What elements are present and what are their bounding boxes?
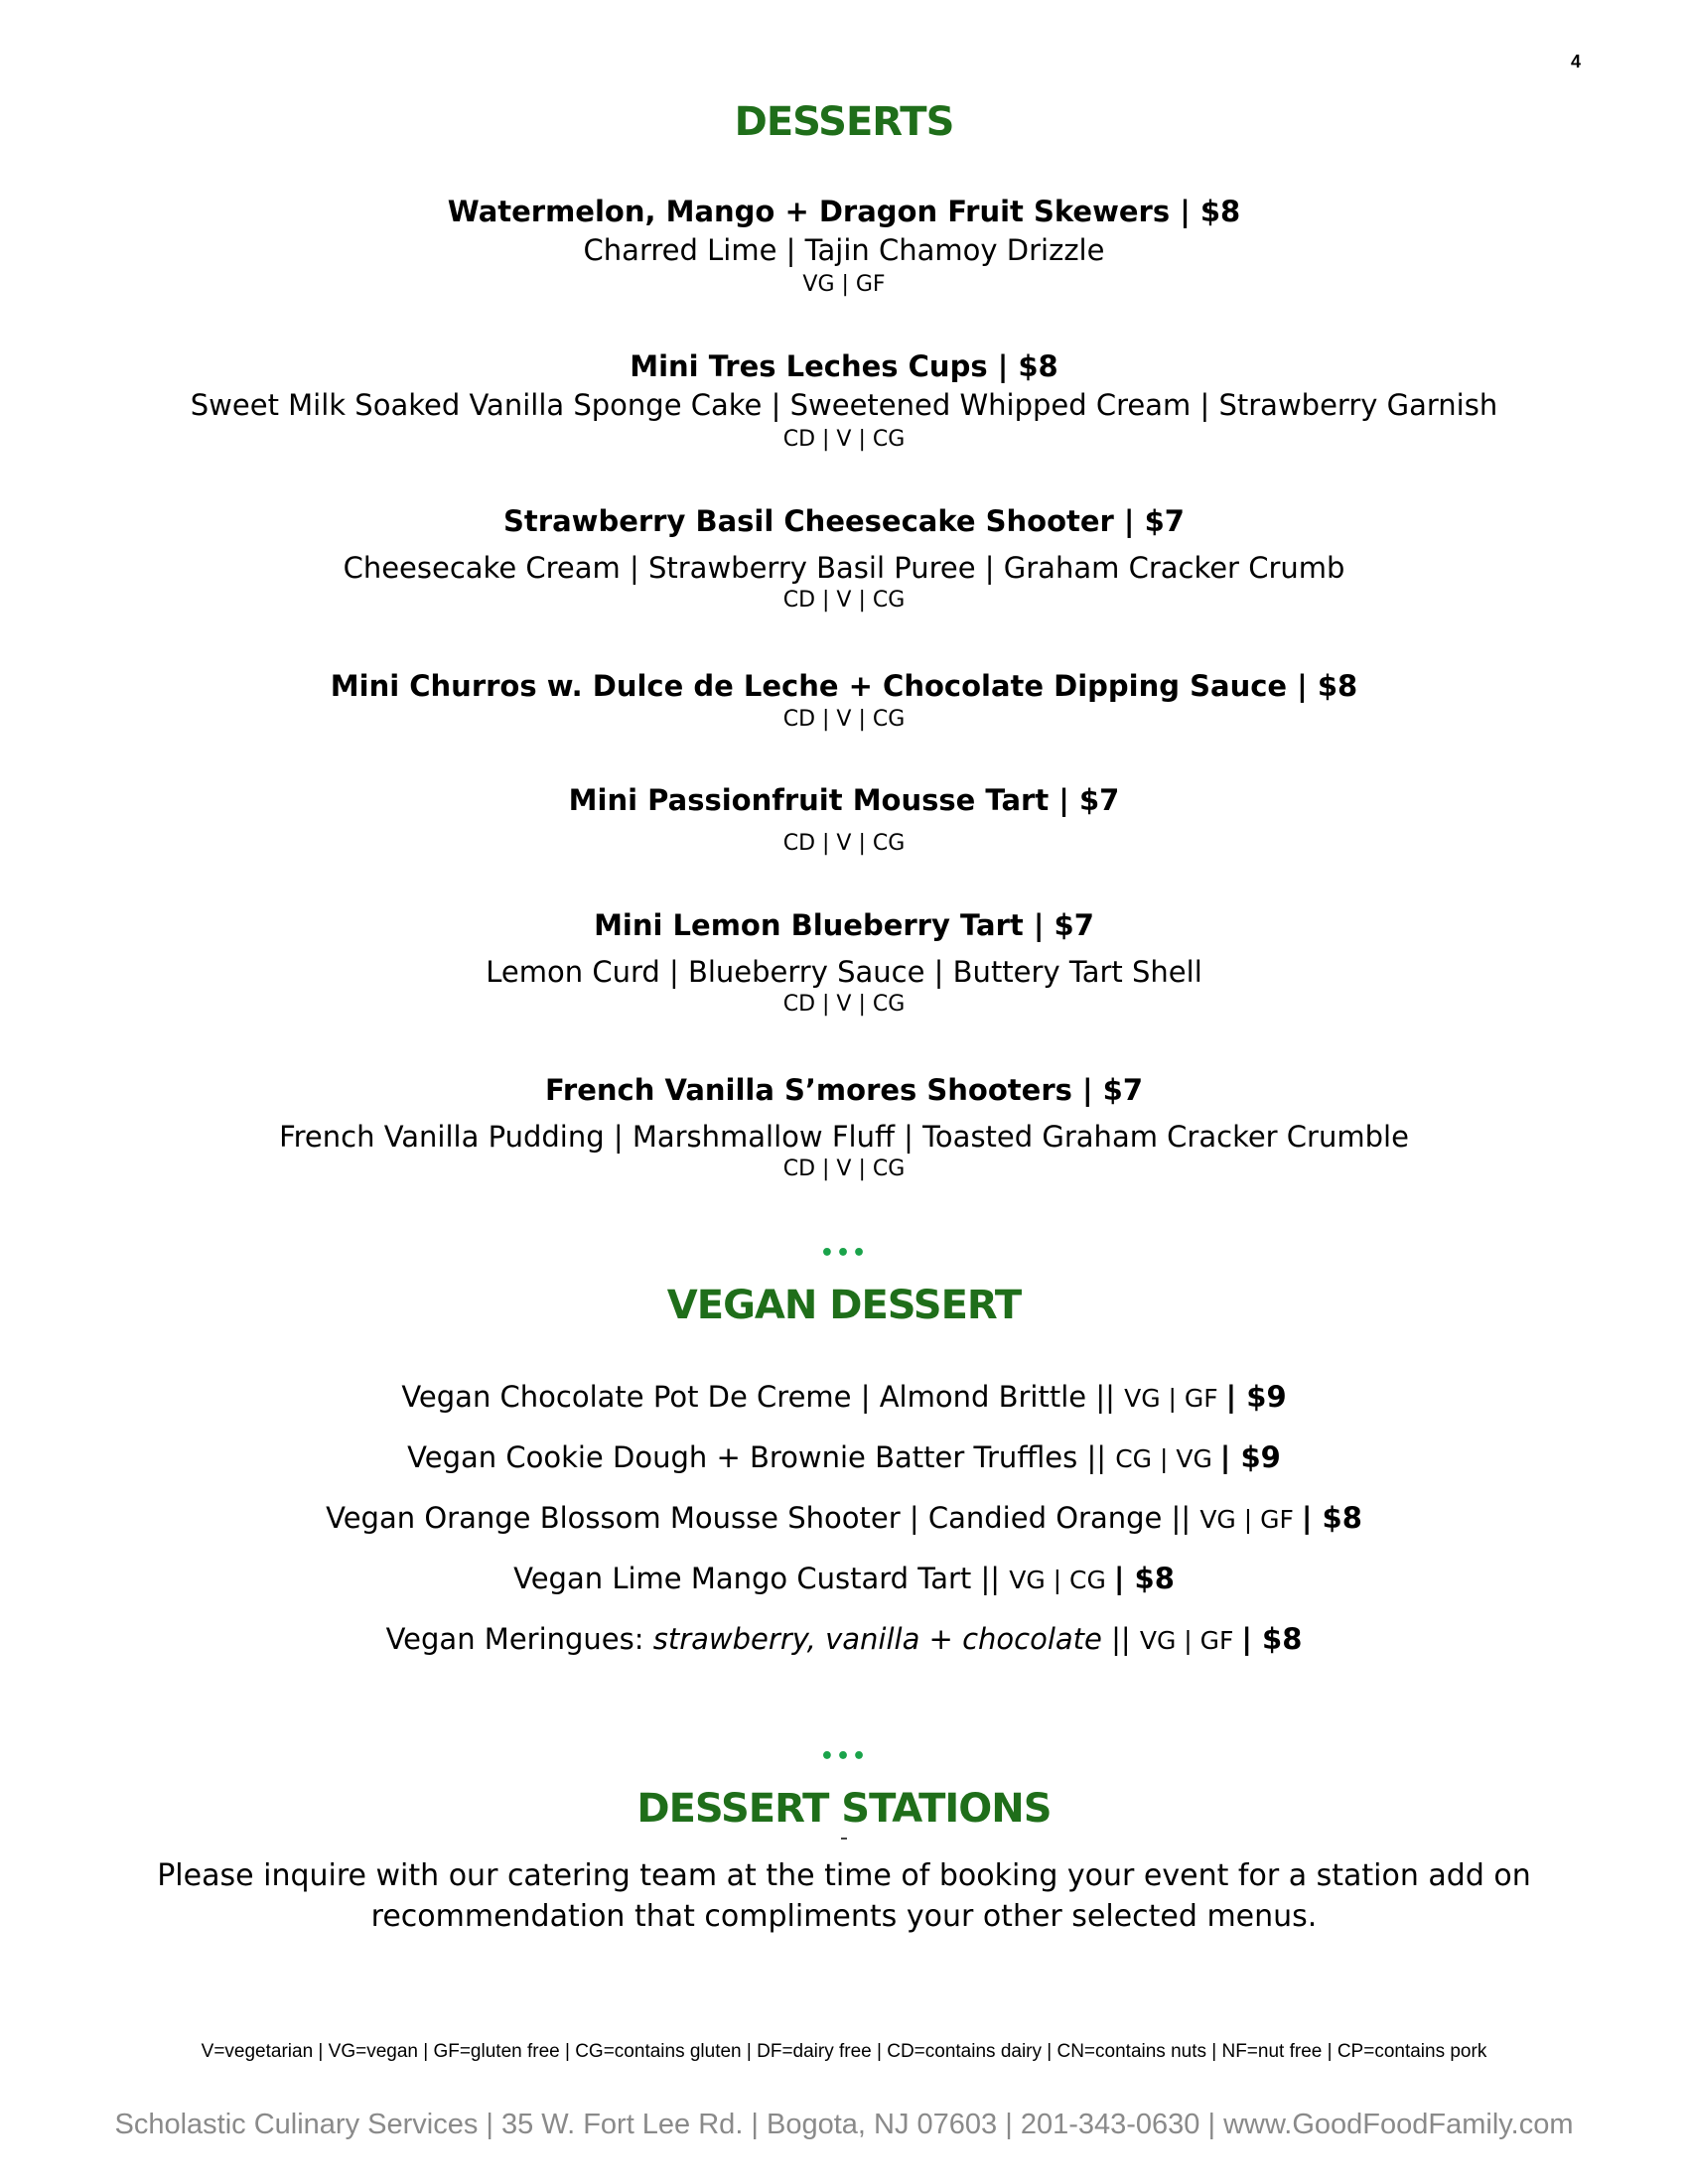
dessert-item: [0, 502, 1688, 615]
dessert-item-description: French Vanilla Pudding | Marshmallow Fluff | Toasted Graham Cracker Crumble: [279, 1120, 1409, 1154]
dessert-item-tags: CD | V | CG: [782, 427, 906, 452]
dessert-item-name: Mini Churros w. Dulce de Leche + Chocolate Dipping Sauce | $8: [330, 669, 1358, 703]
page-number: 4: [1570, 52, 1581, 71]
vegan-item-tags: VG | CG: [1009, 1566, 1114, 1594]
dessert-item-tags: CD | V | CG: [782, 992, 906, 1017]
dessert-item-description: Cheesecake Cream | Strawberry Basil Puree | Graham Cracker Crumb: [343, 551, 1345, 585]
vegan-dessert-item: [0, 1377, 1688, 1419]
vegan-item-text: Vegan Cookie Dough + Brownie Batter Truffles ||: [407, 1440, 1116, 1474]
vegan-item-tags: CG | VG: [1115, 1444, 1220, 1473]
vegan-item-price: | $8: [1301, 1501, 1362, 1535]
dessert-item: [0, 347, 1688, 455]
dessert-item-tags: CD | V | CG: [782, 1157, 906, 1181]
vegan-dessert-item: [0, 1619, 1688, 1661]
vegan-item-separator: ||: [1101, 1622, 1140, 1656]
vegan-dessert-item: [0, 1498, 1688, 1540]
dessert-item-name: Mini Tres Leches Cups | $8: [630, 349, 1058, 383]
vegan-item-price: | $9: [1225, 1380, 1287, 1414]
divider-mark: [841, 1838, 847, 1840]
dessert-item-tags: CD | V | CG: [782, 588, 906, 613]
stations-description: [0, 1855, 1688, 1937]
dietary-legend: V=vegetarian | VG=vegan | GF=gluten free | CG=contains gluten | DF=dairy free | CD=contains dairy | CN=contains nuts | NF=nut free | CP=contains pork: [201, 2041, 1487, 2062]
vegan-item-tags: VG | GF: [1139, 1626, 1242, 1655]
desserts-heading: DESSERTS: [734, 99, 954, 145]
dessert-item-description: Charred Lime | Tajin Chamoy Drizzle: [583, 233, 1105, 267]
vegan-item-text: Vegan Chocolate Pot De Creme | Almond Brittle ||: [401, 1380, 1125, 1414]
footer-contact: Scholastic Culinary Services | 35 W. Fort Lee Rd. | Bogota, NJ 07603 | 201-343-0630 | www.GoodFoodFamily.com: [114, 2109, 1574, 2140]
dessert-item: [0, 667, 1688, 735]
dessert-stations-heading: DESSERT STATIONS: [636, 1786, 1052, 1832]
dessert-item: [0, 193, 1688, 300]
dessert-item: [0, 1071, 1688, 1184]
vegan-item-price: | $8: [1241, 1622, 1303, 1656]
vegan-item-text: Vegan Orange Blossom Mousse Shooter | Candied Orange ||: [326, 1501, 1200, 1535]
dessert-item-name: Strawberry Basil Cheesecake Shooter | $7: [503, 504, 1185, 538]
vegan-item-tags: VG | GF: [1199, 1505, 1302, 1534]
section-separator: •••: [819, 1241, 869, 1266]
dessert-item: [0, 906, 1688, 1020]
vegan-item-text: Vegan Lime Mango Custard Tart ||: [513, 1562, 1010, 1595]
stations-description-line-2: recommendation that compliments your other selected menus.: [370, 1899, 1318, 1934]
vegan-item-price: | $8: [1113, 1562, 1175, 1595]
section-separator: •••: [819, 1744, 869, 1769]
vegan-dessert-heading: VEGAN DESSERT: [666, 1283, 1022, 1328]
dessert-item-tags: CD | V | CG: [782, 831, 906, 856]
dessert-item-description: Lemon Curd | Blueberry Sauce | Buttery Tart Shell: [486, 955, 1202, 989]
vegan-item-text: Vegan Meringues:: [385, 1622, 653, 1656]
vegan-item-price: | $9: [1219, 1440, 1281, 1474]
dessert-item-description: Sweet Milk Soaked Vanilla Sponge Cake | Sweetened Whipped Cream | Strawberry Garnish: [190, 388, 1498, 422]
dessert-item-tags: CD | V | CG: [782, 707, 906, 732]
vegan-item-tags: VG | GF: [1124, 1384, 1226, 1413]
dessert-item-name: Mini Lemon Blueberry Tart | $7: [594, 908, 1094, 942]
vegan-item-flavors: strawberry, vanilla + chocolate: [652, 1622, 1102, 1656]
dessert-item-tags: VG | GF: [802, 272, 886, 297]
vegan-dessert-item: [0, 1437, 1688, 1479]
dessert-item-name: Watermelon, Mango + Dragon Fruit Skewers | $8: [447, 195, 1241, 228]
dessert-item-name: French Vanilla S’mores Shooters | $7: [544, 1073, 1144, 1107]
vegan-dessert-item: [0, 1559, 1688, 1600]
dessert-item-name: Mini Passionfruit Mousse Tart | $7: [568, 783, 1120, 817]
stations-description-line-1: Please inquire with our catering team at the time of booking your event for a station add on: [157, 1858, 1531, 1893]
dessert-item: [0, 781, 1688, 859]
